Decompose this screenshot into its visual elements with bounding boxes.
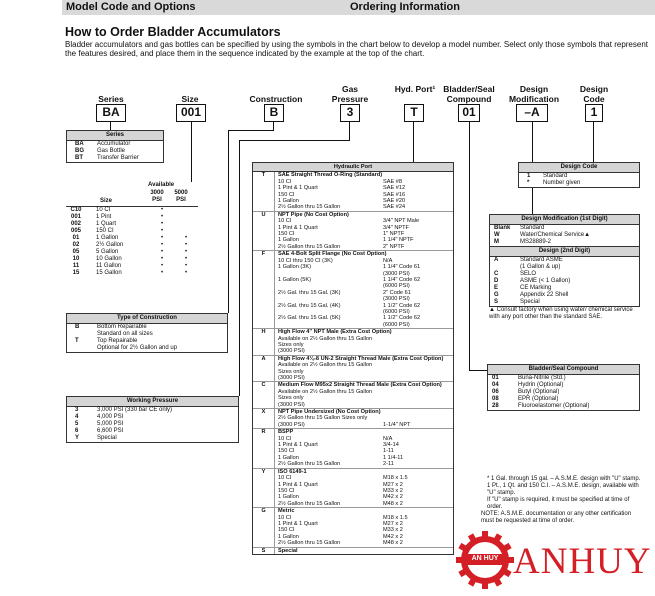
port-size: 2½ Gallon thru 15 Gallon [278, 461, 341, 468]
port-value: (3000 PSI) [383, 270, 410, 277]
row-code: 06 [492, 389, 499, 395]
port-size: 10 CI [278, 218, 292, 225]
port-value: N/A [383, 435, 393, 442]
code-series: BA [96, 104, 126, 122]
port-size: Available on 2½ Gallon thru 15 Gallon Sizes only [278, 362, 373, 375]
port-row [278, 362, 453, 375]
construction-title: Type of Construction [67, 314, 227, 324]
port-section-body [275, 382, 453, 408]
pressure-desc: Special [97, 435, 117, 441]
port-section-heading: ISO 6149-1 [278, 468, 307, 475]
port-value: 1 1/4" Code 61 [383, 264, 421, 271]
port-value: 3/4" NPT Male [383, 218, 420, 225]
row-code: W [494, 232, 500, 238]
port-size: 1 Pint & 1 Quart [278, 520, 318, 527]
port-section [253, 382, 453, 409]
port-value: M42 x 2 [383, 494, 403, 501]
row-desc: EPR (Optional) [518, 396, 559, 402]
port-size: (3000 PSI) [278, 375, 305, 381]
row-desc: Butyl (Optional) [518, 389, 560, 395]
port-code: F [253, 251, 275, 328]
port-size: (3000 PSI) [278, 421, 305, 428]
port-code: A [253, 356, 275, 382]
port-value: SAE #12 [383, 185, 406, 192]
port-size: 2½ Gallon thru 15 Gallon [278, 500, 341, 507]
port-body [253, 172, 453, 554]
table-row [490, 292, 639, 299]
code-port: T [404, 104, 424, 122]
port-value: (6000 PSI) [383, 321, 410, 328]
port-value: N/A [383, 257, 393, 264]
size-3000: 3000 PSI [150, 190, 164, 203]
pressure-desc: 3,000 PSI (330 bar CE only) [97, 407, 173, 413]
port-size: 2½ Gallon thru 15 Gallon [278, 204, 341, 211]
port-section-body [275, 329, 453, 355]
footnotes [481, 476, 641, 525]
connector [228, 130, 229, 313]
port-value: M33 x 2 [383, 487, 403, 494]
designcode-title: Design Code [519, 163, 639, 173]
size-row: 15 15 Gallon • • [72, 270, 188, 276]
row-code: M [494, 239, 499, 245]
footnote: If "U" stamp is required, it must be specified at time of order. [487, 497, 630, 510]
port-section-heading: SAE Straight Thread O-Ring (Standard) [278, 172, 383, 179]
table-row [490, 278, 639, 285]
row-desc: ASME (< 1 Gallon) [520, 278, 571, 284]
port-size: 1 Gallon [278, 533, 299, 540]
port-value: M48 x 2 [383, 500, 403, 507]
port-size: 2½ Gal. thru 15 Gal. (4K) [278, 302, 341, 309]
port-row [278, 461, 453, 467]
port-value: 1-11 [383, 448, 394, 455]
series-table [66, 130, 164, 163]
port-value: (3000 PSI) [383, 296, 410, 303]
table-row [488, 389, 639, 396]
port-size: 150 CI [278, 191, 295, 198]
port-size: 2½ Gallon thru 15 Gallon Sizes only [278, 415, 368, 422]
table-row [490, 239, 639, 246]
port-value: 2" NPTF [383, 243, 405, 250]
port-value: 1 1/2" Code 62 [383, 302, 421, 309]
header-right: Ordering Information [350, 1, 460, 13]
intro-text: Bladder accumulators and gas bottles can be specified by using the symbols in the chart below to develop a model number. Select only those symbols that represent the features desired, and place them in the sequence indicated by the example at the top of the chart. [65, 40, 648, 58]
header-left: Model Code and Options [66, 1, 196, 13]
table-row [488, 403, 639, 410]
row-desc: Fluoroelastomer (Optional) [518, 403, 590, 409]
port-size: 1 Gallon [278, 454, 299, 461]
port-section [253, 172, 453, 211]
header-bar [62, 0, 655, 15]
port-value: SAE #20 [383, 198, 406, 205]
port-size: 150 CI [278, 487, 295, 494]
construction-note: Standard on all sizes [97, 331, 153, 337]
connector [191, 122, 192, 182]
designmod-table [489, 214, 640, 307]
col-port-label: Hyd. Port¹ [394, 84, 436, 94]
construction-code: B [75, 324, 80, 330]
port-code: H [253, 329, 275, 355]
col-series-label: Series [98, 94, 124, 104]
port-section-body [275, 469, 453, 507]
port-code: U [253, 212, 275, 250]
port-size: Available on 2½ Gallon thru 15 Gallon Sizes only [278, 335, 373, 348]
port-size: 2½ Gal. thru 15 Gal. (3K) [278, 289, 341, 296]
designmod-title1: Design Modification (1st Digit) [490, 215, 639, 225]
port-code: T [253, 172, 275, 210]
connector [469, 370, 487, 371]
port-value: 1 1/2" Code 62 [383, 315, 421, 322]
port-row [278, 322, 453, 328]
designcode-desc: Number given [543, 180, 581, 186]
table-row [488, 382, 639, 389]
designcode-table [518, 162, 640, 188]
row-code: S [494, 299, 499, 305]
series-code: BG [75, 148, 84, 154]
port-value: 1-1/4" NPT [383, 421, 411, 428]
code-compound: 01 [458, 104, 480, 122]
construction-desc: Bottom Repairable [97, 324, 147, 330]
port-row [278, 348, 453, 354]
page-title: How to Order Bladder Accumulators [65, 25, 281, 39]
connector [110, 122, 111, 130]
col-pressure-label: Gas Pressure [331, 84, 369, 104]
row-code: 01 [492, 375, 499, 381]
table-row [490, 232, 639, 239]
connector [239, 140, 350, 141]
port-size: 1 Pint & 1 Quart [278, 442, 318, 449]
size-available: Available [148, 182, 175, 188]
gear-tooth [482, 581, 488, 589]
port-size: 10 CI [278, 475, 292, 482]
port-section [253, 212, 453, 251]
row-desc: Standard ASME [520, 257, 563, 263]
compound-rows [488, 375, 639, 410]
port-row [278, 204, 453, 210]
port-size [278, 322, 383, 328]
port-size: 150 CI [278, 448, 295, 455]
col-size-label: Size [181, 94, 199, 104]
anhuy-logo [455, 530, 655, 590]
construction-table [66, 313, 228, 353]
connector [349, 122, 350, 140]
size-row: 001 1 Pint • [70, 214, 164, 220]
row-desc: Buna-Nitrile (Std.) [518, 375, 566, 381]
connector [413, 122, 414, 162]
port-code: C [253, 382, 275, 408]
port-size: 10 CI thru 150 CI (3K) [278, 257, 333, 264]
designcode-desc: Standard [543, 173, 568, 179]
port-value: SAE #24 [383, 204, 406, 211]
row-code: C [494, 271, 499, 277]
port-code: R [253, 429, 275, 467]
designmod-note: ▲ Consult factory when using water/ chemical service with any port other than the standard SAE. [489, 307, 633, 320]
col-designmod-label: Design Modification [508, 84, 560, 104]
table-row [490, 271, 639, 278]
port-section-heading: High Flow 4" NPT Male (Extra Cost Option) [278, 329, 392, 336]
designcode-code: 1 [527, 173, 531, 179]
size-row: C10 10 CI • [70, 207, 164, 213]
port-section-heading: Medium Flow M95x2 Straight Thread Male (Extra Cost Option) [278, 382, 442, 389]
table-row [488, 375, 639, 382]
code-designmod: –A [516, 104, 548, 122]
designmod-title2: Design (2nd Digit) [490, 246, 639, 257]
port-section [253, 548, 453, 554]
compound-title: Bladder/Seal Compound [488, 365, 639, 375]
port-section [253, 409, 453, 429]
col-designcode-label: Design Code [579, 84, 609, 104]
pressure-desc: 5,000 PSI [97, 421, 124, 427]
code-pressure: 3 [340, 104, 360, 122]
logo-badge: AN HUY [471, 555, 499, 562]
row-desc: Hydrin (Optional) [518, 382, 564, 388]
port-value: 1 1/4" Code 62 [383, 276, 421, 283]
port-value: M18 x 1.5 [383, 475, 408, 482]
size-row: 05 5 Gallon • • [72, 249, 188, 255]
connector [239, 140, 240, 396]
footnote: 1 Pt., 1 Qt. and 150 C.I. – A.S.M.E. design, available with "U" stamp. [487, 483, 639, 496]
port-section [253, 356, 453, 383]
size-title: Size [100, 198, 113, 204]
port-code: X [253, 409, 275, 428]
code-designcode: 1 [585, 104, 603, 122]
pressure-desc: 6,600 PSI [97, 428, 124, 434]
pressure-code: 6 [75, 428, 79, 434]
port-section-body [275, 356, 453, 382]
port-value: (6000 PSI) [383, 308, 410, 315]
port-size: 2½ Gal. thru 15 Gal. (5K) [278, 315, 341, 322]
connector [469, 122, 470, 370]
pressure-desc: 4,000 PSI [97, 414, 124, 420]
port-section [253, 469, 453, 508]
port-size: 1 Pint & 1 Quart [278, 224, 318, 231]
row-code [490, 264, 520, 271]
row-code: Blank [494, 225, 511, 231]
port-size: 150 CI [278, 231, 295, 238]
port-size: Available on 2½ Gallon thru 15 Gallon Sizes only [278, 388, 373, 402]
port-value: 3/4" NPTF [383, 224, 409, 231]
port-section-heading: NPT Pipe (No Cost Option) [278, 211, 349, 218]
port-section-body [275, 212, 453, 250]
construction-note: Optional for 2½ Gallon and up [97, 345, 178, 351]
row-code: A [494, 257, 499, 263]
construction-code: T [75, 338, 79, 344]
port-row [278, 422, 453, 428]
port-value: M33 x 2 [383, 527, 403, 534]
row-desc: Standard [520, 225, 545, 231]
port-size: 2½ Gallon thru 15 Gallon [278, 540, 341, 547]
gear-tooth [456, 557, 464, 563]
pressure-code: 5 [75, 421, 79, 427]
designmod-rows1 [490, 225, 639, 246]
row-code: 08 [492, 396, 499, 402]
designmod-rows2 [490, 257, 639, 306]
port-row [278, 501, 453, 507]
port-row [278, 375, 453, 381]
logo-text: ANHUY [513, 541, 652, 582]
port-row [278, 336, 453, 349]
port-code: S [253, 548, 275, 554]
table-row [490, 257, 639, 264]
port-size: 1 Gallon [278, 237, 299, 244]
port-size: (3000 PSI) [278, 348, 305, 355]
table-row [490, 225, 639, 232]
row-desc: CE Marking [520, 285, 552, 291]
port-value: M27 x 2 [383, 520, 403, 527]
port-size: 150 CI [278, 527, 295, 534]
col-construction-label: Construction [249, 94, 303, 104]
connector [228, 130, 274, 131]
port-section-heading: NPT Pipe Undersized (No Cost Option) [278, 409, 381, 416]
port-value: 1 1/4-11 [383, 454, 404, 461]
footnote: NOTE: A.S.M.E. documentation or any other certification must be requested at time of order. [481, 511, 632, 524]
port-size: 1 Gallon [278, 198, 299, 205]
row-desc: MS28889-2 [520, 239, 552, 245]
port-section-body [275, 548, 453, 554]
series-desc: Transfer Barrier [97, 155, 139, 161]
port-section-heading: High Flow 4⅛-8 UN-2 Straight Thread Male (Extra Cost Option) [278, 355, 444, 362]
pressure-table [66, 396, 239, 443]
size-row: 002 1 Quart • [70, 221, 164, 227]
port-code: G [253, 508, 275, 546]
row-desc: Appendix 22 Shell [520, 292, 569, 298]
row-desc: Water/Chemical Service▲ [520, 232, 591, 238]
port-section-body [275, 172, 453, 210]
port-section [253, 429, 453, 468]
port-size: (3000 PSI) [278, 401, 305, 408]
row-desc: (1 Gallon & up) [520, 264, 561, 270]
port-section-body [275, 429, 453, 467]
table-row [490, 299, 639, 306]
port-section-body [275, 409, 453, 428]
port-value: M48 x 2 [383, 540, 403, 547]
size-row: 01 1 Gallon • • [72, 235, 188, 241]
series-code: BA [75, 141, 84, 147]
port-section [253, 508, 453, 547]
port-title: Hydraulic Port [253, 163, 453, 172]
port-row [278, 402, 453, 408]
port-size: 10 CI [278, 435, 292, 442]
row-code: 28 [492, 403, 499, 409]
port-size: 1 Gallon (3K) [278, 264, 311, 271]
port-section-heading: BSPP [278, 429, 294, 436]
size-row: 10 10 Gallon • • [72, 256, 188, 262]
port-section [253, 251, 453, 329]
table-row [490, 285, 639, 292]
port-size: 1 Pint & 1 Quart [278, 481, 318, 488]
size-row: 11 11 Gallon • • [72, 263, 188, 269]
pressure-title: Working Pressure [67, 397, 238, 407]
port-section-heading: SAE 4-Bolt Split Flange (No Cost Option) [278, 251, 387, 258]
port-value: M42 x 2 [383, 533, 403, 540]
pressure-code: Y [75, 435, 80, 441]
port-row [278, 244, 453, 250]
port-code: Y [253, 469, 275, 507]
port-value: M18 x 1.5 [383, 514, 408, 521]
port-section-heading: Special [278, 547, 298, 554]
connector [273, 122, 274, 130]
row-desc: SELO [520, 271, 537, 277]
port-value: 1 1/4" NPTF [383, 237, 414, 244]
port-value: 2-11 [383, 461, 394, 468]
footnote: * 1 Gal. through 15 gal. – A.S.M.E. design with "U" stamp. [487, 476, 641, 482]
port-size: 10 CI [278, 514, 292, 521]
port-size: 2½ Gallon thru 15 Gallon [278, 243, 341, 250]
compound-table [487, 364, 640, 411]
port-size: 1 Gallon (5K) [278, 276, 311, 283]
pressure-code: 4 [75, 414, 79, 420]
port-value: SAE #16 [383, 191, 406, 198]
series-code: BT [75, 155, 83, 161]
port-size: 1 Gallon [278, 494, 299, 501]
size-5000: 5000 PSI [174, 190, 188, 203]
table-row [490, 264, 639, 271]
row-desc: Special [520, 299, 540, 305]
code-construction: B [264, 104, 284, 122]
row-code: 04 [492, 382, 499, 388]
size-row: 005 150 CI • [70, 228, 164, 234]
port-value: (6000 PSI) [383, 283, 410, 290]
port-value: 2" Code 61 [383, 289, 411, 296]
port-size: 1 Pint & 1 Quart [278, 185, 318, 192]
port-value: SAE #8 [383, 178, 402, 185]
port-row [278, 540, 453, 546]
port-row [278, 389, 453, 402]
code-size: 001 [176, 104, 206, 122]
port-section-heading: Metric [278, 508, 295, 515]
port-table [252, 162, 454, 555]
port-section-body [275, 251, 453, 328]
designcode-code: * [527, 180, 530, 186]
connector [593, 122, 594, 162]
port-section-body [275, 508, 453, 546]
port-value: 3/4-14 [383, 442, 399, 449]
table-row [488, 396, 639, 403]
series-title: Series [67, 131, 163, 141]
size-rows [66, 206, 198, 277]
series-desc: Gas Bottle [97, 148, 126, 154]
port-section [253, 329, 453, 356]
col-compound-label: Bladder/Seal Compound [443, 84, 495, 104]
gear-tooth [482, 531, 488, 539]
series-desc: Accumulator [97, 141, 131, 147]
row-code: G [494, 292, 499, 298]
row-code: D [494, 278, 499, 284]
construction-desc: Top Repairable [97, 338, 138, 344]
port-size: 10 CI [278, 178, 292, 185]
row-code: E [494, 285, 499, 291]
port-value: M27 x 2 [383, 481, 403, 488]
pressure-code: 3 [75, 407, 79, 413]
port-value: 1" NPTF [383, 231, 405, 238]
size-row: 02 2½ Gallon • • [72, 242, 188, 248]
